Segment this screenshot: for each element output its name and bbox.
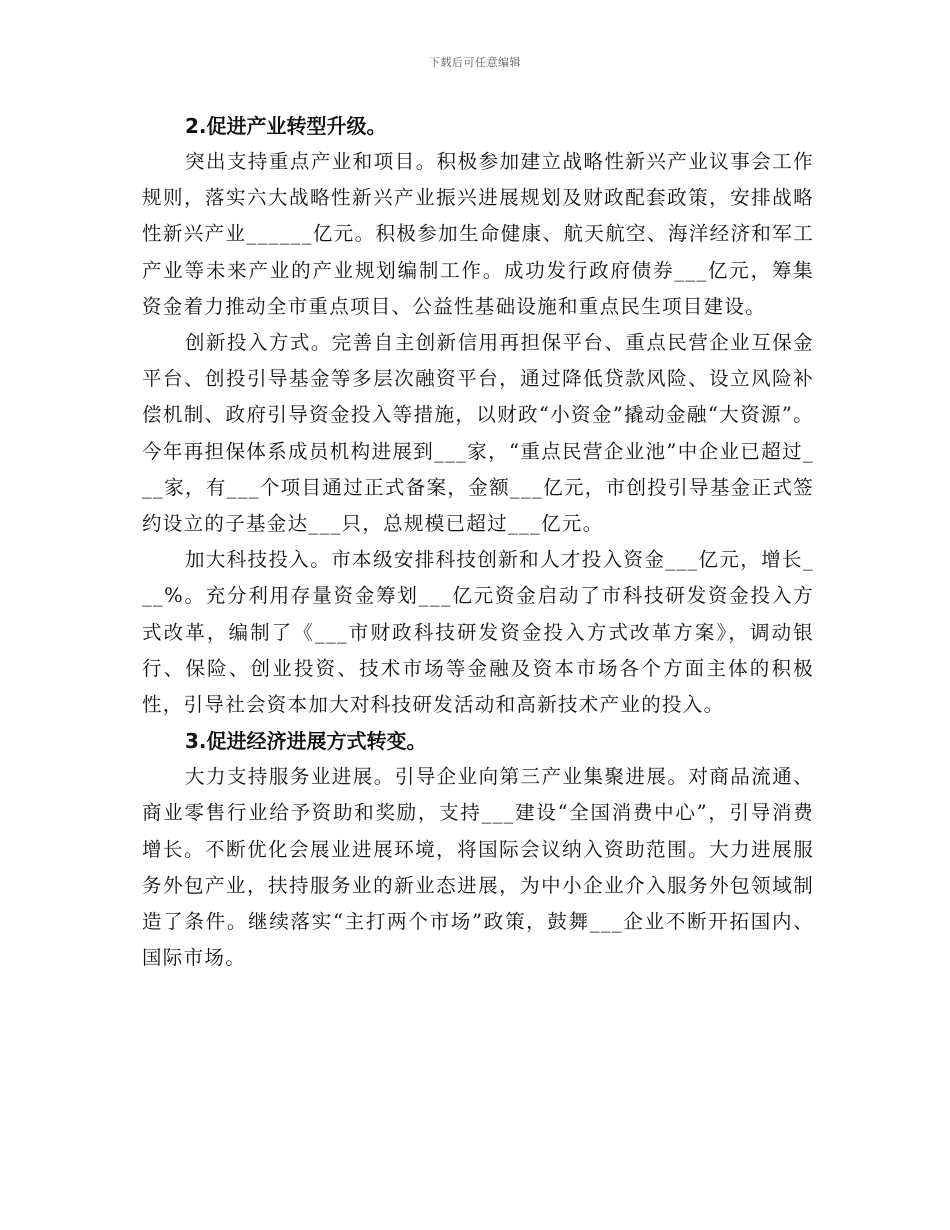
paragraph: 大力支持服务业进展。引导企业向第三产业集聚进展。对商品流通、商业零售行业给予资助和奖励，支持___建设“全国消费中心”，引导消费增长。不断优化会展业进展环境，将国际会议纳入资助范围。大力进展服务外包产业，扶持服务业的新业态进展，为中小企业介入服务外包领域制造了条件。继续落实“主打两个市场”政策，鼓舞___企业不断开拓国内、国际市场。	[142, 765, 814, 970]
section-heading: 3.促进经济进展方式转变。	[185, 729, 427, 754]
document-body	[142, 108, 814, 976]
paragraph: 加大科技投入。市本级安排科技创新和人才投入资金___亿元，增长___%。充分利用存量资金筹划___亿元资金启动了市科技研发资金投入方式改革，编制了《___市财政科技研发资金投入方式改革方案》，调动银行、保险、创业投资、技术市场等金融及资本市场各个方面主体的积极性，引导社会资本加大对科技研发活动和高新技术产业的投入。	[142, 548, 814, 717]
header-note: 下载后可任意编辑	[429, 56, 521, 69]
paragraph: 突出支持重点产业和项目。积极参加建立战略性新兴产业议事会工作规则，落实六大战略性新兴产业振兴进展规划及财政配套政策，安排战略性新兴产业______亿元。积极参加生命健康、航天航空、海洋经济和军工产业等未来产业的产业规划编制工作。成功发行政府债券___亿元，筹集资金着力推动全市重点项目、公益性基础设施和重点民生项目建设。	[142, 150, 814, 318]
paragraph: 创新投入方式。完善自主创新信用再担保平台、重点民营企业互保金平台、创投引导基金等多层次融资平台，通过降低贷款风险、设立风险补偿机制、政府引导资金投入等措施，以财政“小资金”撬动金融“大资源”。今年再担保体系成员机构进展到___家，“重点民营企业池”中企业已超过___家，有___个项目通过正式备案，金额___亿元，市创投引导基金正式签约设立的子基金达___只，总规模已超过___亿元。	[142, 331, 814, 536]
section-heading: 2.促进产业转型升级。	[185, 114, 387, 138]
